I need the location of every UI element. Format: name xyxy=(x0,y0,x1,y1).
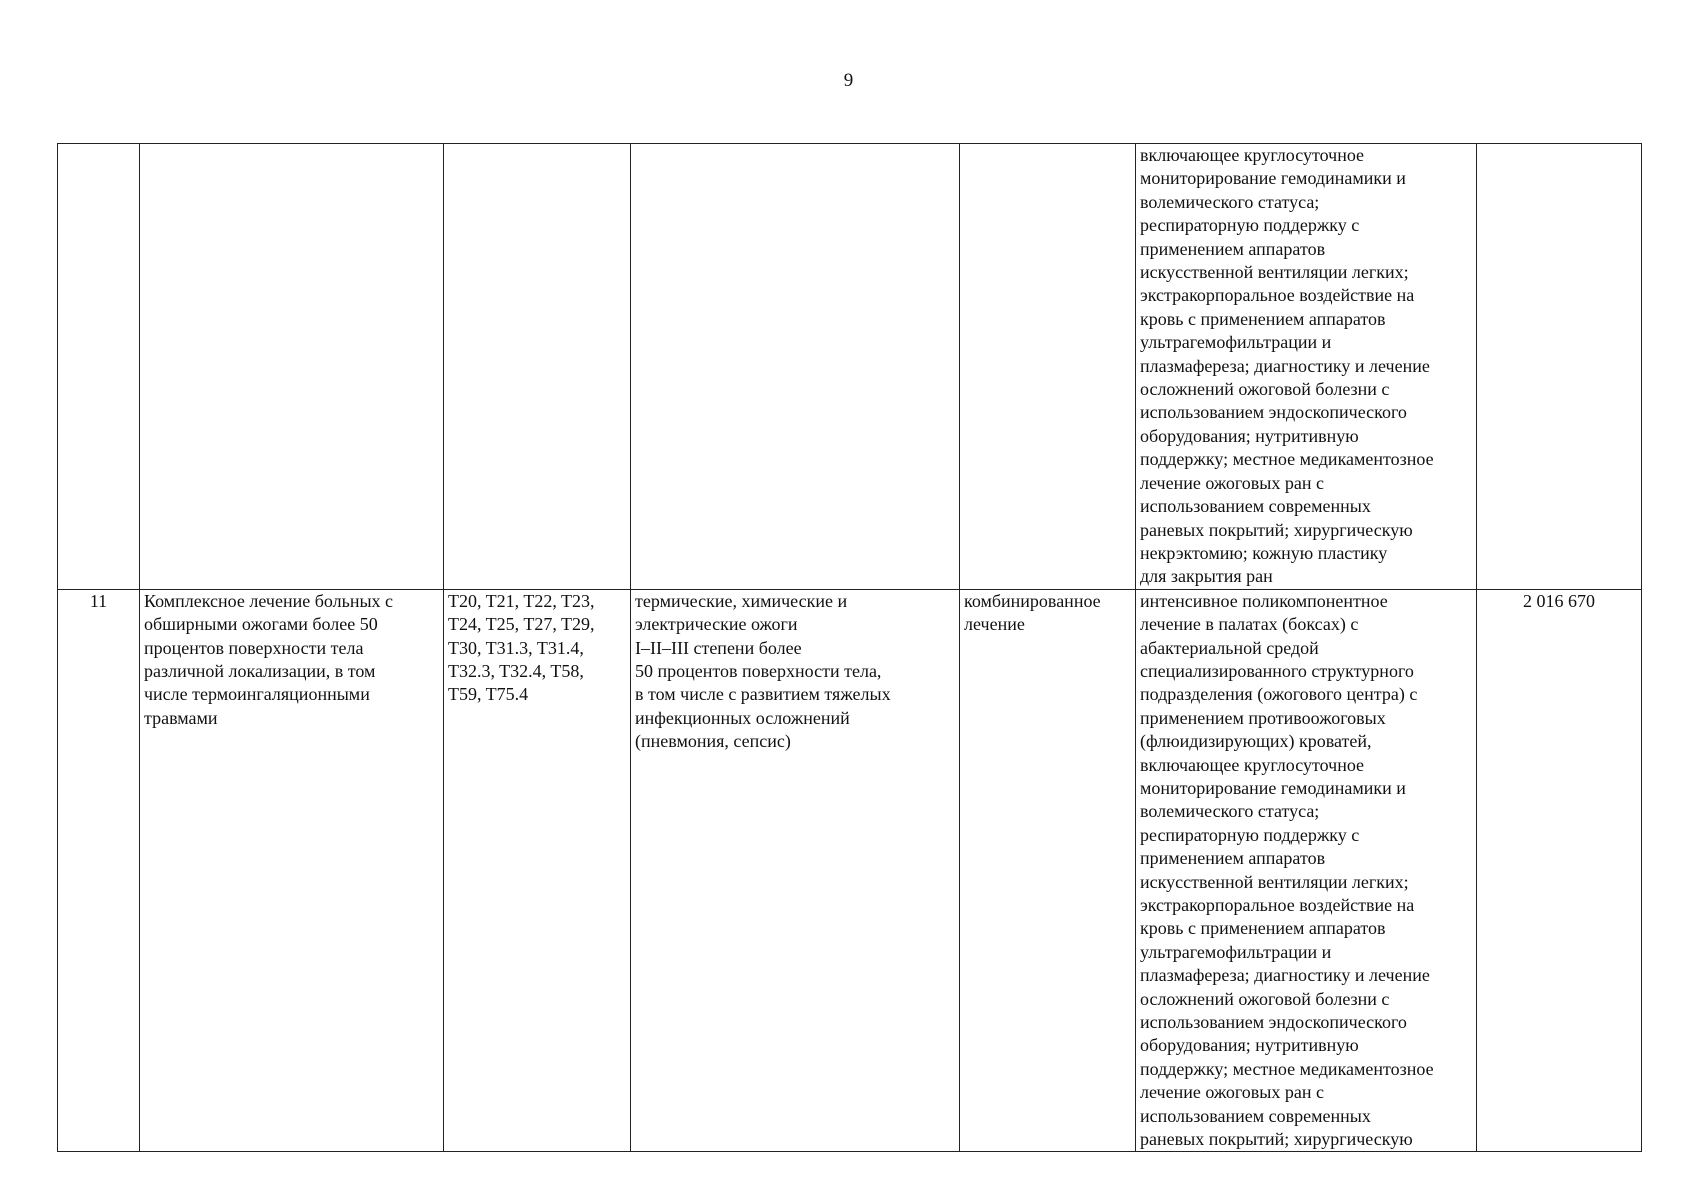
page-number: 9 xyxy=(843,70,854,91)
medical-care-table xyxy=(57,143,1642,1152)
cell-treatment-type: комбинированное лечение xyxy=(960,589,1136,1152)
cell-name xyxy=(140,144,444,590)
cell-name: Комплексное лечение больных с обширными ожогами более 50 процентов поверхности тела различной локализации, в том числе термоингаляционными травмами xyxy=(140,589,444,1152)
cell-treatment-type xyxy=(960,144,1136,590)
table-row-continuation xyxy=(58,144,1642,590)
cell-cost: 2 016 670 xyxy=(1477,589,1642,1152)
cell-method: интенсивное поликомпонентное лечение в палатах (боксах) с абактериальной средой специализированного структурного подразделения (ожогового центра) с применением противоожоговых (флюидизирующих) кроватей, включающее круглосуточное мониторирование гемодинамики и волемического статуса; респираторную поддержку с применением аппаратов искусственной вентиляции легких; экстракорпоральное воздействие на кровь с применением аппаратов ультрагемофильтрации и плазмафереза; диагностику и лечение осложнений ожоговой болезни с использованием эндоскопического оборудования; нутритивную поддержку; местное медикаментозное лечение ожоговых ран с использованием современных раневых покрытий; хирургическую xyxy=(1136,589,1477,1152)
cell-number xyxy=(58,144,140,590)
cell-cost xyxy=(1477,144,1642,590)
cell-codes xyxy=(444,144,631,590)
cell-model xyxy=(631,144,960,590)
cell-number: 11 xyxy=(58,589,140,1152)
table-row-11 xyxy=(58,589,1642,1152)
cell-model: термические, химические и электрические ожоги I–II–III степени более 50 процентов поверхности тела, в том числе с развитием тяжелых инфекционных осложнений (пневмония, сепсис) xyxy=(631,589,960,1152)
cell-codes: T20, T21, T22, T23, T24, T25, T27, T29, T30, T31.3, T31.4, T32.3, T32.4, T58, T59, T75.4 xyxy=(444,589,631,1152)
cell-method: включающее круглосуточное мониторирование гемодинамики и волемического статуса; респираторную поддержку с применением аппаратов искусственной вентиляции легких; экстракорпоральное воздействие на кровь с применением аппаратов ультрагемофильтрации и плазмафереза; диагностику и лечение осложнений ожоговой болезни с использованием эндоскопического оборудования; нутритивную поддержку; местное медикаментозное лечение ожоговых ран с использованием современных раневых покрытий; хирургическую некрэктомию; кожную пластику для закрытия ран xyxy=(1136,144,1477,590)
